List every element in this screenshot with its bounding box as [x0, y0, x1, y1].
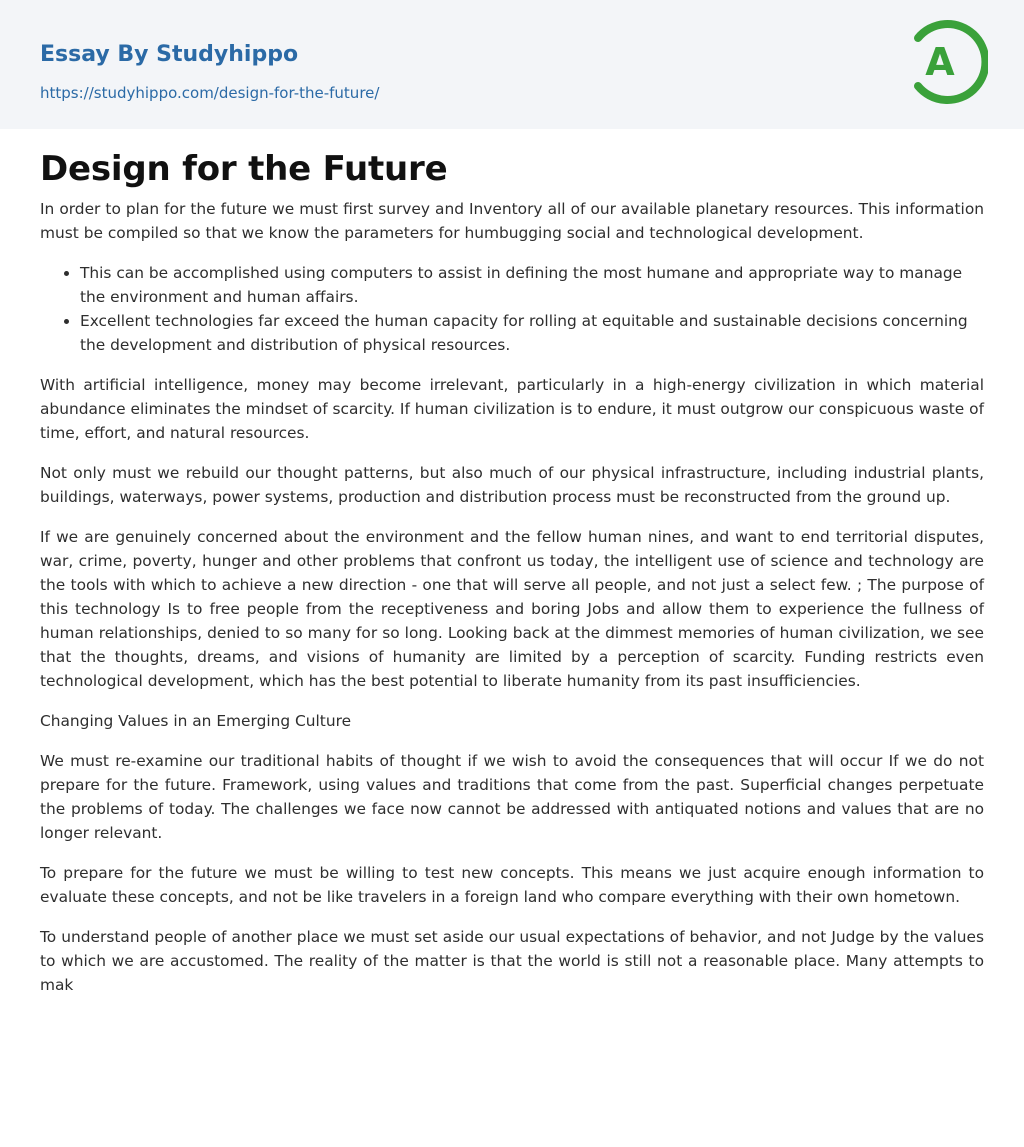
page-title: Design for the Future — [40, 149, 448, 189]
list-item: • Excellent technologies far exceed the human capacity for rolling at equitable and sustainable decisions concerning the development and distribution of physical resources. — [80, 309, 984, 357]
paragraph: To understand people of another place we must set aside our usual expectations of behavior, and not Judge by the values to which we are accustomed. The reality of the matter is that the world is still not a reasonable place. Many attempts to mak — [40, 928, 984, 994]
paragraph: We must re-examine our traditional habits of thought if we wish to avoid the consequences that will occur If we do not prepare for the future. Framework, using values and traditions that come from the past. Superficial changes perpetuate the problems of today. The challenges we face now cannot be addressed with antiquated notions and values that are no longer relevant. — [40, 752, 984, 842]
paragraph: In order to plan for the future we must first survey and Inventory all of our available planetary resources. This information must be compiled so that we know the parameters for humbugging social and technological development. — [40, 200, 984, 242]
section-heading: Changing Values in an Emerging Culture — [40, 712, 352, 730]
paragraph: Not only must we rebuild our thought patterns, but also much of our physical infrastructure, including industrial plants, buildings, waterways, power systems, production and distribution process must be reconstructed from the ground up. — [40, 464, 984, 506]
brand-title[interactable]: Essay By Studyhippo — [40, 42, 299, 67]
studyhippo-logo-icon[interactable] — [908, 18, 988, 106]
paragraph: With artificial intelligence, money may become irrelevant, particularly in a high-energy civilization in which material abundance eliminates the mindset of scarcity. If human civilization is to endure, it must outgrow our conspicuous waste of time, effort, and natural resources. — [40, 376, 984, 442]
source-url-link[interactable]: https://studyhippo.com/design-for-the-future/ — [40, 84, 380, 102]
logo-letter: A — [925, 40, 955, 84]
article-body — [0, 129, 1024, 997]
site-header — [0, 0, 1024, 129]
bullet-list — [40, 261, 984, 357]
paragraph: To prepare for the future we must be willing to test new concepts. This means we just acquire enough information to evaluate these concepts, and not be like travelers in a foreign land who compare everything with their own hometown. — [40, 864, 984, 906]
paragraph: If we are genuinely concerned about the environment and the fellow human nines, and want to end territorial disputes, war, crime, poverty, hunger and other problems that confront us today, the intelligent use of science and technology are the tools with which to achieve a new direction - one that will serve all people, and not just a select few. ; The purpose of this technology Is to free people from the receptiveness and boring Jobs and allow them to experience the fullness of human relationships, denied to so many for so long. Looking back at the dimmest memories of human civilization, we see that the thoughts, dreams, and visions of humanity are limited by a perception of scarcity. Funding restricts even technological development, which has the best potential to liberate humanity from its past insufficiencies. — [40, 528, 984, 690]
list-item: • This can be accomplished using computers to assist in defining the most humane and appropriate way to manage the environment and human affairs. — [80, 261, 984, 309]
